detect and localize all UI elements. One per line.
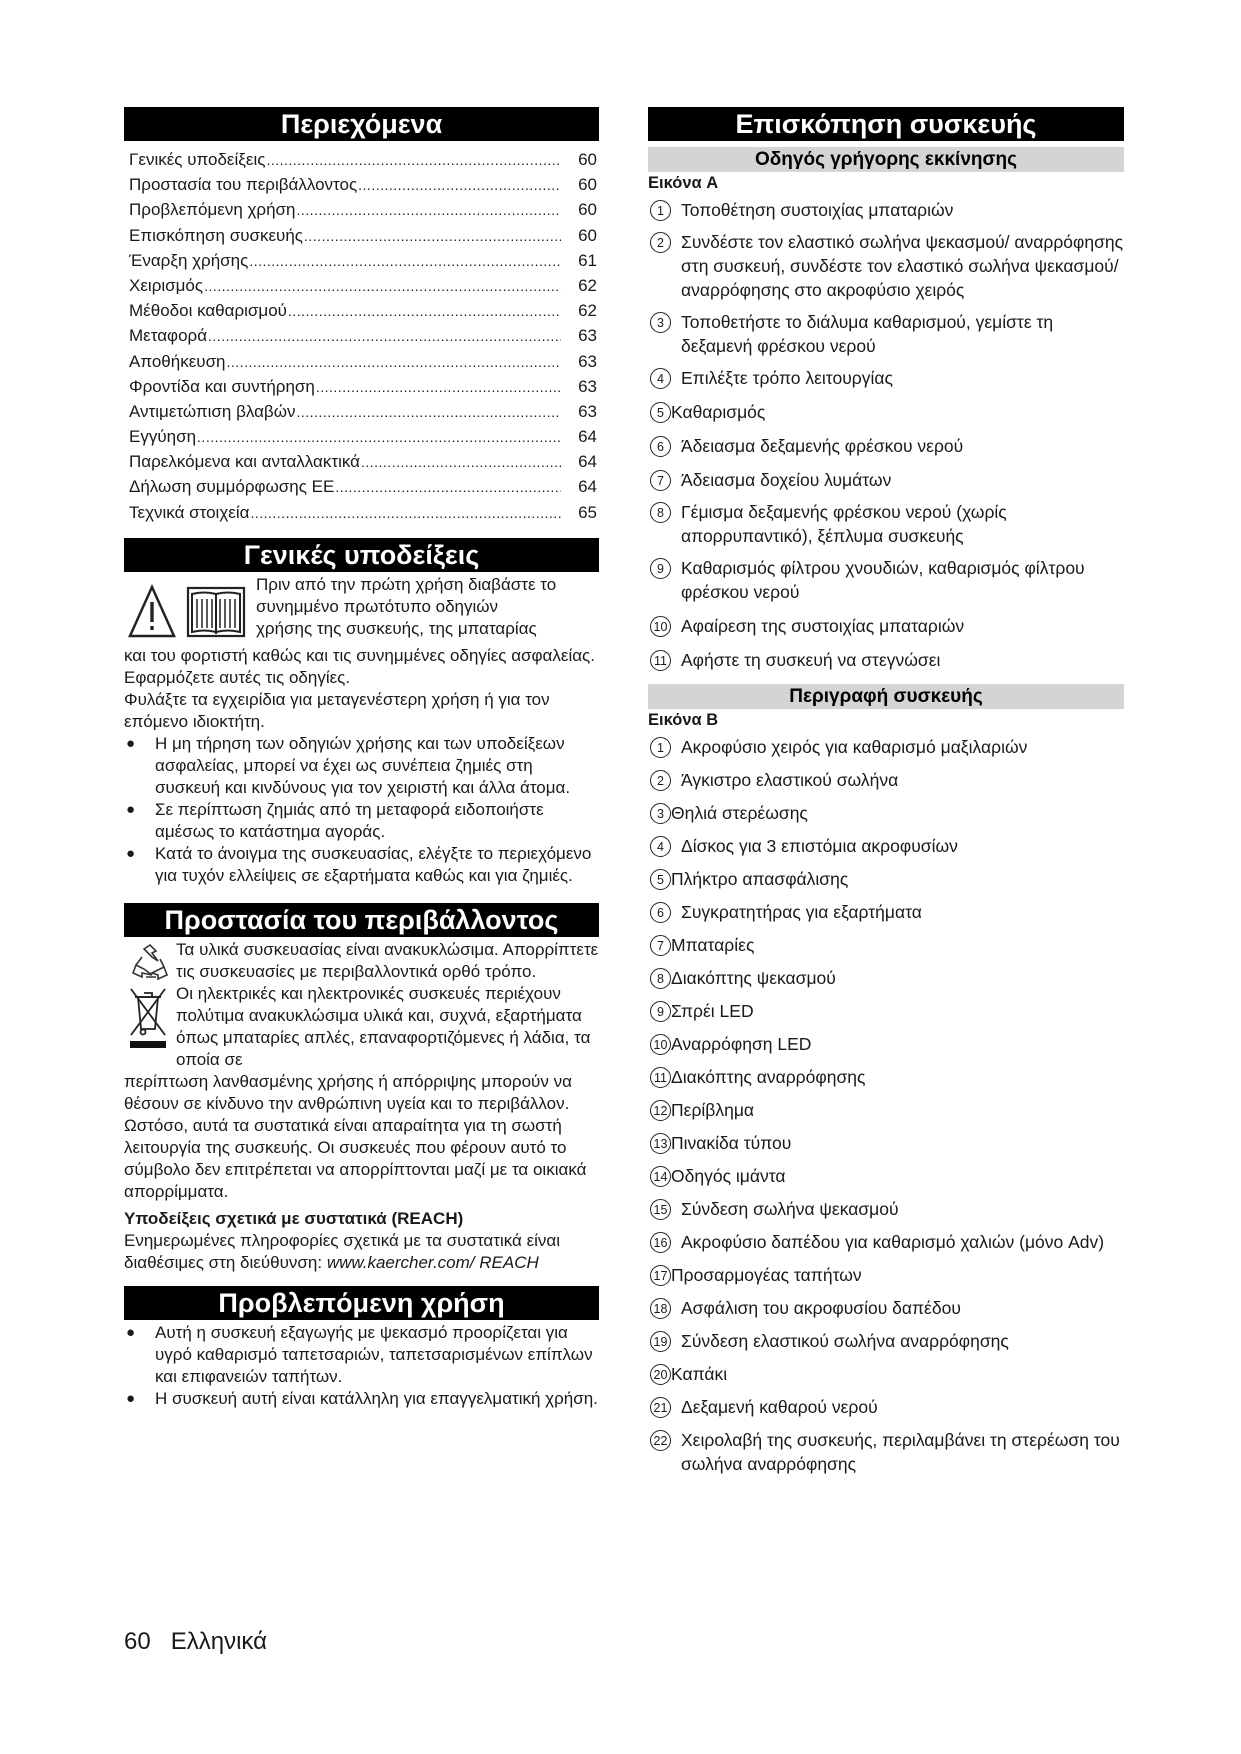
page-footer [124, 1627, 267, 1657]
recycle-text: Τα υλικά συσκευασίας είναι ανακυκλώσιμα. Απορρίπτετε τις συσκευασίες με περιβαλλοντικά ορθό τρόπο. [176, 939, 599, 981]
list-item: ● Η συσκευή αυτή είναι κατάλληλη για επαγγελματική χρήση. [126, 1388, 598, 1408]
list-item: 20 Καπάκι [648, 1362, 1124, 1386]
toc-row: Χειρισμός ..... 62 [124, 273, 599, 298]
manual-book-icon [188, 588, 244, 636]
toc-row: Επισκόπηση συσκευής ..... 60 [124, 223, 599, 248]
list-item: 8 Γέμισμα δεξαμενής φρέσκου νερού (χωρίς απορρυπαντικό), ξέπλυμα συσκευής [648, 500, 1124, 548]
list-item: 3 Θηλιά στερέωσης [648, 801, 1124, 825]
table-of-contents [124, 147, 599, 525]
toc-row: Έναρξη χρήσης ..... 61 [124, 248, 599, 273]
list-item: ● Σε περίπτωση ζημιάς από τη μεταφορά ειδοποιήστε αμέσως το κατάστημα αγοράς. [126, 799, 544, 841]
list-item: 11 Διακόπτης αναρρόφησης [648, 1065, 1124, 1089]
list-item: ● Αυτή η συσκευή εξαγωγής με ψεκασμό προορίζεται για υγρό καθαρισμό ταπετσαριών, ταπετσαρισμένων επίπλων και επιφανειών ταπήτων. [126, 1322, 593, 1386]
list-item: 11 Αφήστε τη συσκευή να στεγνώσει [648, 648, 1124, 672]
intro-line: συνημμένο πρωτότυπο οδηγιών [256, 596, 499, 616]
list-item: 1 Τοποθέτηση συστοιχίας μπαταριών [648, 198, 1124, 222]
list-item: 8 Διακόπτης ψεκασμού [648, 966, 1124, 990]
toc-row: Προστασία του περιβάλλοντος ..... 60 [124, 172, 599, 197]
list-item: 6 Άδειασμα δεξαμενής φρέσκου νερού [648, 434, 1124, 458]
list-item: ● Κατά το άνοιγμα της συσκευασίας, ελέγξτε το περιεχόμενο για τυχόν ελλείψεις σε εξαρτήματα καθώς και για ζημιές. [126, 843, 592, 885]
intended-use-bullets [124, 1322, 599, 1410]
list-item: ● Η μη τήρηση των οδηγιών χρήσης και των υποδείξεων ασφαλείας, μπορεί να έχει ως συνέπεια ζημιές στη συσκευή και κινδύνους για τον χειριστή και άλλα άτομα. [126, 733, 571, 797]
toc-row: Μέθοδοι καθαρισμού ..... 62 [124, 298, 599, 323]
list-item: 4 Δίσκος για 3 επιστόμια ακροφυσίων [648, 834, 1124, 858]
right-column [648, 107, 1124, 1476]
overview-title: Επισκόπηση συσκευής [648, 107, 1124, 141]
list-item: 10 Αφαίρεση της συστοιχίας μπαταριών [648, 614, 1124, 638]
intro-line: Πριν από την πρώτη χρήση διαβάστε το [256, 574, 557, 594]
toc-row: Γενικές υποδείξεις ..... 60 [124, 147, 599, 172]
list-item: 13 Πινακίδα τύπου [648, 1131, 1124, 1155]
toc-title: Περιεχόμενα [124, 107, 599, 141]
list-item: 19 Σύνδεση ελαστικού σωλήνα αναρρόφησης [648, 1329, 1124, 1353]
list-item: 6 Συγκρατητήρας για εξαρτήματα [648, 900, 1124, 924]
quick-start-title: Οδηγός γρήγορης εκκίνησης [648, 147, 1124, 172]
quick-start-list [648, 198, 1124, 672]
crossed-bin-icon [128, 985, 168, 1049]
toc-row: Τεχνικά στοιχεία ..... 65 [124, 500, 599, 525]
recycle-icon [130, 943, 170, 983]
intro-line: χρήσης της συσκευής, της μπαταρίας [256, 618, 537, 638]
weee-rest: περίπτωση λανθασμένης χρήσης ή απόρριψης μπορούν να θέσουν σε κίνδυνο την ανθρώπινη υγεία και το περιβάλλον. Ωστόσο, αυτά τα συστατικά είναι απαραίτητα για τη σωστή λειτουργία της συσκευής. Οι συσκευές που φέρουν αυτό το σύμβολο δεν επιτρέπεται να απορρίπτονται μαζί με τα οικιακά απορρίμματα. [124, 1071, 587, 1201]
general-notes-intro [124, 574, 599, 689]
toc-row: Αντιμετώπιση βλαβών ..... 63 [124, 399, 599, 424]
recycling-block [124, 939, 599, 983]
list-item: 5 Καθαρισμός [648, 400, 1124, 424]
list-item: 4 Επιλέξτε τρόπο λειτουργίας [648, 366, 1124, 390]
figure-label: Εικόνα B [648, 711, 719, 729]
general-notes-title: Γενικές υποδείξεις [124, 538, 599, 572]
page-number: 60 [124, 1628, 151, 1655]
list-item: 14 Οδηγός ιμάντα [648, 1164, 1124, 1188]
toc-row: Φροντίδα και συντήρηση ..... 63 [124, 374, 599, 399]
list-item: 16 Ακροφύσιο δαπέδου για καθαρισμό χαλιών (μόνο Adv) [648, 1230, 1124, 1254]
list-item: 9 Σπρέι LED [648, 999, 1124, 1023]
warning-triangle-icon [128, 584, 246, 640]
list-item: 17 Προσαρμογέας ταπήτων [648, 1263, 1124, 1287]
reach-text: Ενημερωμένες πληροφορίες σχετικά με τα συστατικά είναι διαθέσιμες στη διεύθυνση: www.kaercher.com/ REACH [124, 1230, 561, 1272]
reach-link[interactable]: www.kaercher.com/ REACH [326, 1252, 539, 1272]
list-item: 12 Περίβλημα [648, 1098, 1124, 1122]
language-label: Ελληνικά [170, 1628, 267, 1655]
list-item: 1 Ακροφύσιο χειρός για καθαρισμό μαξιλαριών [648, 735, 1124, 759]
toc-row: Παρελκόμενα και ανταλλακτικά ..... 64 [124, 449, 599, 474]
list-item: 5 Πλήκτρο απασφάλισης [648, 867, 1124, 891]
list-item: 3 Τοποθετήστε το διάλυμα καθαρισμού, γεμίστε τη δεξαμενή φρέσκου νερού [648, 310, 1124, 358]
list-item: 7 Άδειασμα δοχείου λυμάτων [648, 468, 1124, 492]
toc-row: Μεταφορά ..... 63 [124, 323, 599, 348]
figure-label: Εικόνα A [648, 174, 719, 192]
device-description-list [648, 735, 1124, 1476]
list-item: 21 Δεξαμενή καθαρού νερού [648, 1395, 1124, 1419]
warning-manual-icons [128, 584, 246, 645]
list-item: 22 Χειρολαβή της συσκευής, περιλαμβάνει τη στερέωση του σωλήνα αναρρόφησης [648, 1428, 1124, 1476]
list-item: 2 Συνδέστε τον ελαστικό σωλήνα ψεκασμού/ αναρρόφησης στη συσκευή, συνδέστε τον ελαστικό σωλήνα ψεκασμού/αναρρόφησης στο ακροφύσιο χειρός [648, 230, 1124, 302]
list-item: 7 Μπαταρίες [648, 933, 1124, 957]
list-item: 10 Αναρρόφηση LED [648, 1032, 1124, 1056]
list-item: 15 Σύνδεση σωλήνα ψεκασμού [648, 1197, 1124, 1221]
toc-row: Προβλεπόμενη χρήση ..... 60 [124, 197, 599, 222]
intro-rest: και του φορτιστή καθώς και τις συνημμένες οδηγίες ασφαλείας. Εφαρμόζετε αυτές τις οδηγίες. [124, 645, 595, 687]
environment-title: Προστασία του περιβάλλοντος [124, 903, 599, 937]
left-column [124, 107, 599, 1410]
list-item: 18 Ασφάλιση του ακροφυσίου δαπέδου [648, 1296, 1124, 1320]
weee-block [124, 983, 599, 1203]
toc-row: Εγγύηση ..... 64 [124, 424, 599, 449]
weee-text: Οι ηλεκτρικές και ηλεκτρονικές συσκευές περιέχουν πολύτιμα ανακυκλώσιμα υλικά και, συχνά, εξαρτήματα όπως μπαταρίες απλές, επαναφορτιζόμενες ή λάδια, τα οποία σε [176, 983, 591, 1069]
keep-manuals-text: Φυλάξτε τα εγχειρίδια για μεταγενέστερη χρήση ή για τον επόμενο ιδιοκτήτη. [124, 689, 550, 731]
toc-row: Αποθήκευση ..... 63 [124, 349, 599, 374]
toc-row: Δήλωση συμμόρφωσης ΕΕ ..... 64 [124, 474, 599, 499]
intended-use-title: Προβλεπόμενη χρήση [124, 1286, 599, 1320]
general-bullets [124, 733, 599, 887]
list-item: 2 Άγκιστρο ελαστικού σωλήνα [648, 768, 1124, 792]
device-description-title: Περιγραφή συσκευής [648, 684, 1124, 709]
list-item: 9 Καθαρισμός φίλτρου χνουδιών, καθαρισμός φίλτρου φρέσκου νερού [648, 556, 1124, 604]
reach-title: Υποδείξεις σχετικά με συστατικά (REACH) [124, 1208, 464, 1228]
